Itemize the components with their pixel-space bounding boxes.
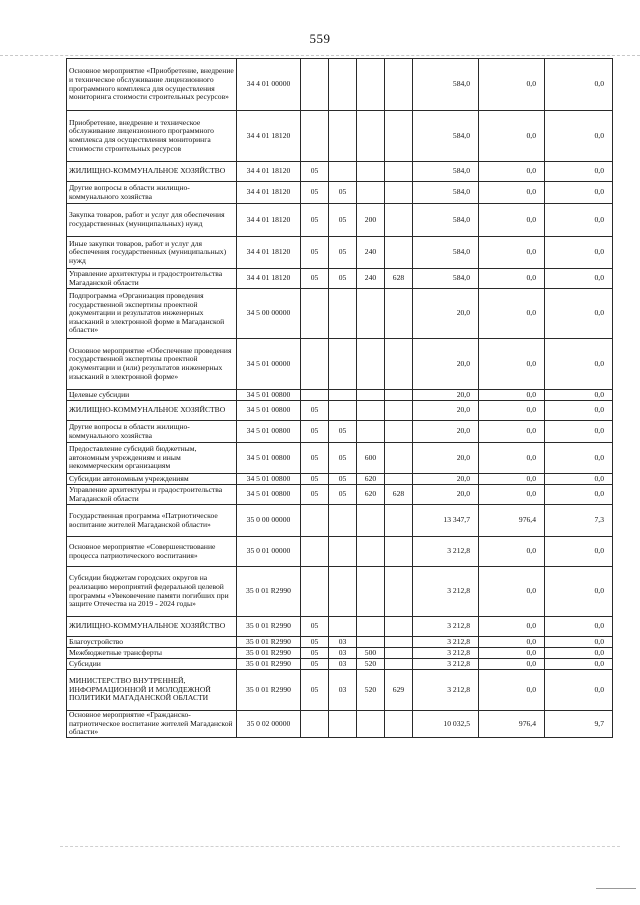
amount-year-1: 20,0: [413, 339, 479, 390]
row-name: Субсидии бюджетам городских округов на реализацию мероприятий федеральной целевой программы «Увековечение памяти погибших при защите Отечества на 2019 - 2024 годы»: [67, 567, 237, 617]
amount-year-3: 0,0: [545, 670, 613, 711]
expense-type-code: [357, 390, 385, 401]
subsection-code: [329, 505, 357, 537]
expense-type-code: [357, 505, 385, 537]
section-code: [301, 505, 329, 537]
table-row: [67, 111, 613, 162]
row-name: МИНИСТЕРСТВО ВНУТРЕННЕЙ, ИНФОРМАЦИОННОЙ И МОЛОДЕЖНОЙ ПОЛИТИКИ МАГАДАНСКОЙ ОБЛАСТИ: [67, 670, 237, 711]
main-administrator-code: [385, 390, 413, 401]
main-administrator-code: [385, 648, 413, 659]
row-name: Другие вопросы в области жилищно-коммунального хозяйства: [67, 182, 237, 204]
section-code: 05: [301, 237, 329, 269]
row-name: Управление архитектуры и градостроительства Магаданской области: [67, 269, 237, 289]
target-article-code: 34 4 01 00000: [237, 59, 301, 111]
row-name: ЖИЛИЩНО-КОММУНАЛЬНОЕ ХОЗЯЙСТВО: [67, 162, 237, 182]
amount-year-1: 20,0: [413, 485, 479, 505]
expense-type-code: [357, 401, 385, 421]
row-name: ЖИЛИЩНО-КОММУНАЛЬНОЕ ХОЗЯЙСТВО: [67, 401, 237, 421]
section-code: [301, 711, 329, 738]
subsection-code: 05: [329, 421, 357, 443]
amount-year-1: 584,0: [413, 237, 479, 269]
scan-artifact-line-right: [596, 888, 636, 889]
target-article-code: 35 0 00 00000: [237, 505, 301, 537]
main-administrator-code: [385, 401, 413, 421]
table-row: [67, 390, 613, 401]
amount-year-3: 0,0: [545, 111, 613, 162]
table-row: [67, 648, 613, 659]
table-row: [67, 659, 613, 670]
expense-type-code: 620: [357, 485, 385, 505]
amount-year-1: 20,0: [413, 401, 479, 421]
target-article-code: 34 4 01 18120: [237, 237, 301, 269]
row-name: Управление архитектуры и градостроительства Магаданской области: [67, 485, 237, 505]
target-article-code: 35 0 01 R2990: [237, 648, 301, 659]
table-row: [67, 443, 613, 474]
row-name: Основное мероприятие «Обеспечение проведения государственной экспертизы проектной документации и (или) результатов инженерных изысканий в электронной форме»: [67, 339, 237, 390]
main-administrator-code: [385, 289, 413, 339]
amount-year-1: 584,0: [413, 269, 479, 289]
amount-year-3: 9,7: [545, 711, 613, 738]
table-row: [67, 289, 613, 339]
amount-year-3: 0,0: [545, 237, 613, 269]
amount-year-2: 0,0: [479, 421, 545, 443]
target-article-code: 34 5 01 00000: [237, 339, 301, 390]
amount-year-3: 0,0: [545, 617, 613, 637]
amount-year-3: 0,0: [545, 59, 613, 111]
amount-year-2: 0,0: [479, 182, 545, 204]
main-administrator-code: [385, 421, 413, 443]
amount-year-2: 0,0: [479, 537, 545, 567]
amount-year-3: 0,0: [545, 182, 613, 204]
expense-type-code: [357, 162, 385, 182]
amount-year-1: 3 212,8: [413, 648, 479, 659]
target-article-code: 35 0 01 R2990: [237, 617, 301, 637]
amount-year-3: 0,0: [545, 659, 613, 670]
main-administrator-code: 629: [385, 670, 413, 711]
amount-year-1: 3 212,8: [413, 659, 479, 670]
target-article-code: 34 4 01 18120: [237, 162, 301, 182]
section-code: [301, 339, 329, 390]
row-name: Межбюджетные трансферты: [67, 648, 237, 659]
amount-year-1: 20,0: [413, 289, 479, 339]
amount-year-1: 10 032,5: [413, 711, 479, 738]
subsection-code: [329, 289, 357, 339]
amount-year-1: 3 212,8: [413, 617, 479, 637]
table-row: [67, 485, 613, 505]
row-name: Подпрограмма «Организация проведения государственной экспертизы проектной документации и результатов инженерных изысканий в электронной форме в Магаданской области»: [67, 289, 237, 339]
subsection-code: 05: [329, 182, 357, 204]
section-code: [301, 390, 329, 401]
amount-year-2: 0,0: [479, 289, 545, 339]
expense-type-code: [357, 59, 385, 111]
expense-type-code: 520: [357, 670, 385, 711]
subsection-code: 05: [329, 474, 357, 485]
table-row: [67, 421, 613, 443]
target-article-code: 34 5 01 00800: [237, 474, 301, 485]
expense-type-code: [357, 111, 385, 162]
amount-year-3: 0,0: [545, 204, 613, 237]
main-administrator-code: 628: [385, 269, 413, 289]
row-name: Субсидии автономным учреждениям: [67, 474, 237, 485]
row-name: ЖИЛИЩНО-КОММУНАЛЬНОЕ ХОЗЯЙСТВО: [67, 617, 237, 637]
target-article-code: 34 5 01 00800: [237, 421, 301, 443]
amount-year-1: 584,0: [413, 204, 479, 237]
amount-year-2: 976,4: [479, 505, 545, 537]
subsection-code: [329, 111, 357, 162]
main-administrator-code: [385, 659, 413, 670]
amount-year-2: 0,0: [479, 567, 545, 617]
section-code: 05: [301, 204, 329, 237]
main-administrator-code: [385, 537, 413, 567]
amount-year-3: 0,0: [545, 567, 613, 617]
amount-year-1: 3 212,8: [413, 670, 479, 711]
expense-type-code: [357, 711, 385, 738]
expense-type-code: 200: [357, 204, 385, 237]
table-row: [67, 182, 613, 204]
amount-year-2: 0,0: [479, 111, 545, 162]
amount-year-2: 0,0: [479, 485, 545, 505]
subsection-code: [329, 59, 357, 111]
scan-artifact-line-top: [0, 55, 640, 56]
table-row: [67, 339, 613, 390]
table-row: [67, 401, 613, 421]
table-row: [67, 162, 613, 182]
section-code: 05: [301, 401, 329, 421]
expense-type-code: [357, 617, 385, 637]
amount-year-2: 0,0: [479, 390, 545, 401]
section-code: 05: [301, 617, 329, 637]
amount-year-2: 0,0: [479, 474, 545, 485]
amount-year-3: 0,0: [545, 474, 613, 485]
budget-table: [66, 58, 613, 738]
amount-year-2: 0,0: [479, 648, 545, 659]
subsection-code: 05: [329, 443, 357, 474]
amount-year-2: 0,0: [479, 339, 545, 390]
amount-year-2: 0,0: [479, 659, 545, 670]
row-name: Основное мероприятие «Совершенствование процесса патриотического воспитания»: [67, 537, 237, 567]
amount-year-2: 0,0: [479, 59, 545, 111]
section-code: 05: [301, 182, 329, 204]
expense-type-code: 240: [357, 269, 385, 289]
main-administrator-code: [385, 637, 413, 648]
main-administrator-code: [385, 567, 413, 617]
table-row: [67, 474, 613, 485]
amount-year-3: 0,0: [545, 637, 613, 648]
target-article-code: 34 4 01 18120: [237, 111, 301, 162]
amount-year-2: 0,0: [479, 237, 545, 269]
table-row: [67, 237, 613, 269]
amount-year-1: 13 347,7: [413, 505, 479, 537]
amount-year-1: 20,0: [413, 443, 479, 474]
table-row: [67, 537, 613, 567]
expense-type-code: [357, 537, 385, 567]
expense-type-code: 600: [357, 443, 385, 474]
main-administrator-code: [385, 59, 413, 111]
expense-type-code: [357, 182, 385, 204]
expense-type-code: [357, 421, 385, 443]
target-article-code: 34 4 01 18120: [237, 182, 301, 204]
table-row: [67, 567, 613, 617]
section-code: [301, 537, 329, 567]
scan-artifact-line-bottom: [60, 846, 620, 847]
amount-year-3: 7,3: [545, 505, 613, 537]
section-code: [301, 289, 329, 339]
section-code: 05: [301, 648, 329, 659]
expense-type-code: 240: [357, 237, 385, 269]
row-name: Другие вопросы в области жилищно-коммунального хозяйства: [67, 421, 237, 443]
expense-type-code: 620: [357, 474, 385, 485]
subsection-code: [329, 617, 357, 637]
expense-type-code: [357, 567, 385, 617]
subsection-code: [329, 339, 357, 390]
amount-year-1: 20,0: [413, 421, 479, 443]
table-row: [67, 59, 613, 111]
main-administrator-code: [385, 617, 413, 637]
table-row: [67, 269, 613, 289]
subsection-code: 03: [329, 648, 357, 659]
amount-year-1: 20,0: [413, 474, 479, 485]
main-administrator-code: [385, 474, 413, 485]
main-administrator-code: [385, 162, 413, 182]
subsection-code: [329, 162, 357, 182]
row-name: Основное мероприятие «Приобретение, внедрение и техническое обслуживание лицензионного программного комплекса для осуществления мониторинга стоимости строительных ресурсов»: [67, 59, 237, 111]
row-name: Основное мероприятие «Гражданско-патриотическое воспитание жителей Магаданской области»: [67, 711, 237, 738]
page-number: 559: [309, 31, 331, 46]
amount-year-1: 3 212,8: [413, 637, 479, 648]
target-article-code: 35 0 01 00000: [237, 537, 301, 567]
target-article-code: 35 0 01 R2990: [237, 659, 301, 670]
table-row: [67, 204, 613, 237]
target-article-code: 34 5 01 00800: [237, 390, 301, 401]
main-administrator-code: [385, 443, 413, 474]
amount-year-1: 3 212,8: [413, 537, 479, 567]
amount-year-3: 0,0: [545, 648, 613, 659]
section-code: [301, 59, 329, 111]
expense-type-code: 520: [357, 659, 385, 670]
main-administrator-code: [385, 204, 413, 237]
amount-year-1: 584,0: [413, 182, 479, 204]
amount-year-3: 0,0: [545, 537, 613, 567]
expense-type-code: [357, 637, 385, 648]
amount-year-1: 584,0: [413, 111, 479, 162]
table-row: [67, 617, 613, 637]
amount-year-2: 0,0: [479, 162, 545, 182]
subsection-code: 05: [329, 237, 357, 269]
row-name: Благоустройство: [67, 637, 237, 648]
table-row: [67, 637, 613, 648]
subsection-code: [329, 567, 357, 617]
amount-year-3: 0,0: [545, 485, 613, 505]
section-code: 05: [301, 162, 329, 182]
subsection-code: 03: [329, 637, 357, 648]
amount-year-1: 3 212,8: [413, 567, 479, 617]
target-article-code: 34 5 00 00000: [237, 289, 301, 339]
amount-year-3: 0,0: [545, 289, 613, 339]
amount-year-3: 0,0: [545, 443, 613, 474]
amount-year-1: 584,0: [413, 162, 479, 182]
subsection-code: 03: [329, 659, 357, 670]
main-administrator-code: [385, 182, 413, 204]
section-code: 05: [301, 443, 329, 474]
amount-year-1: 584,0: [413, 59, 479, 111]
amount-year-3: 0,0: [545, 269, 613, 289]
amount-year-3: 0,0: [545, 339, 613, 390]
target-article-code: 35 0 01 R2990: [237, 670, 301, 711]
section-code: [301, 567, 329, 617]
amount-year-2: 0,0: [479, 443, 545, 474]
expense-type-code: [357, 289, 385, 339]
row-name: Государственная программа «Патриотическое воспитание жителей Магаданской области»: [67, 505, 237, 537]
main-administrator-code: [385, 111, 413, 162]
amount-year-3: 0,0: [545, 421, 613, 443]
subsection-code: 03: [329, 670, 357, 711]
amount-year-3: 0,0: [545, 390, 613, 401]
section-code: 05: [301, 474, 329, 485]
subsection-code: 05: [329, 204, 357, 237]
main-administrator-code: 628: [385, 485, 413, 505]
main-administrator-code: [385, 339, 413, 390]
table-row: [67, 505, 613, 537]
subsection-code: 05: [329, 269, 357, 289]
amount-year-3: 0,0: [545, 162, 613, 182]
main-administrator-code: [385, 711, 413, 738]
row-name: Субсидии: [67, 659, 237, 670]
section-code: 05: [301, 485, 329, 505]
table-row: [67, 711, 613, 738]
section-code: 05: [301, 659, 329, 670]
row-name: Закупка товаров, работ и услуг для обеспечения государственных (муниципальных) нужд: [67, 204, 237, 237]
section-code: 05: [301, 421, 329, 443]
row-name: Иные закупки товаров, работ и услуг для обеспечения государственных (муниципальных) нужд: [67, 237, 237, 269]
target-article-code: 34 4 01 18120: [237, 204, 301, 237]
target-article-code: 35 0 02 00000: [237, 711, 301, 738]
row-name: Предоставление субсидий бюджетным, автономным учреждениям и иным некоммерческим организациям: [67, 443, 237, 474]
target-article-code: 34 5 01 00800: [237, 401, 301, 421]
target-article-code: 35 0 01 R2990: [237, 637, 301, 648]
row-name: Приобретение, внедрение и техническое обслуживание лицензионного программного комплекса для осуществления мониторинга стоимости строительных ресурсов: [67, 111, 237, 162]
subsection-code: [329, 401, 357, 421]
target-article-code: 34 5 01 00800: [237, 485, 301, 505]
target-article-code: 34 5 01 00800: [237, 443, 301, 474]
amount-year-2: 0,0: [479, 637, 545, 648]
table-row: [67, 670, 613, 711]
amount-year-2: 0,0: [479, 269, 545, 289]
amount-year-2: 0,0: [479, 617, 545, 637]
target-article-code: 34 4 01 18120: [237, 269, 301, 289]
amount-year-2: 0,0: [479, 670, 545, 711]
subsection-code: [329, 711, 357, 738]
section-code: 05: [301, 670, 329, 711]
section-code: 05: [301, 637, 329, 648]
row-name: Целевые субсидии: [67, 390, 237, 401]
expense-type-code: 500: [357, 648, 385, 659]
section-code: [301, 111, 329, 162]
target-article-code: 35 0 01 R2990: [237, 567, 301, 617]
amount-year-2: 0,0: [479, 401, 545, 421]
amount-year-2: 0,0: [479, 204, 545, 237]
main-administrator-code: [385, 237, 413, 269]
amount-year-1: 20,0: [413, 390, 479, 401]
main-administrator-code: [385, 505, 413, 537]
subsection-code: [329, 537, 357, 567]
subsection-code: [329, 390, 357, 401]
amount-year-2: 976,4: [479, 711, 545, 738]
expense-type-code: [357, 339, 385, 390]
section-code: 05: [301, 269, 329, 289]
amount-year-3: 0,0: [545, 401, 613, 421]
subsection-code: 05: [329, 485, 357, 505]
